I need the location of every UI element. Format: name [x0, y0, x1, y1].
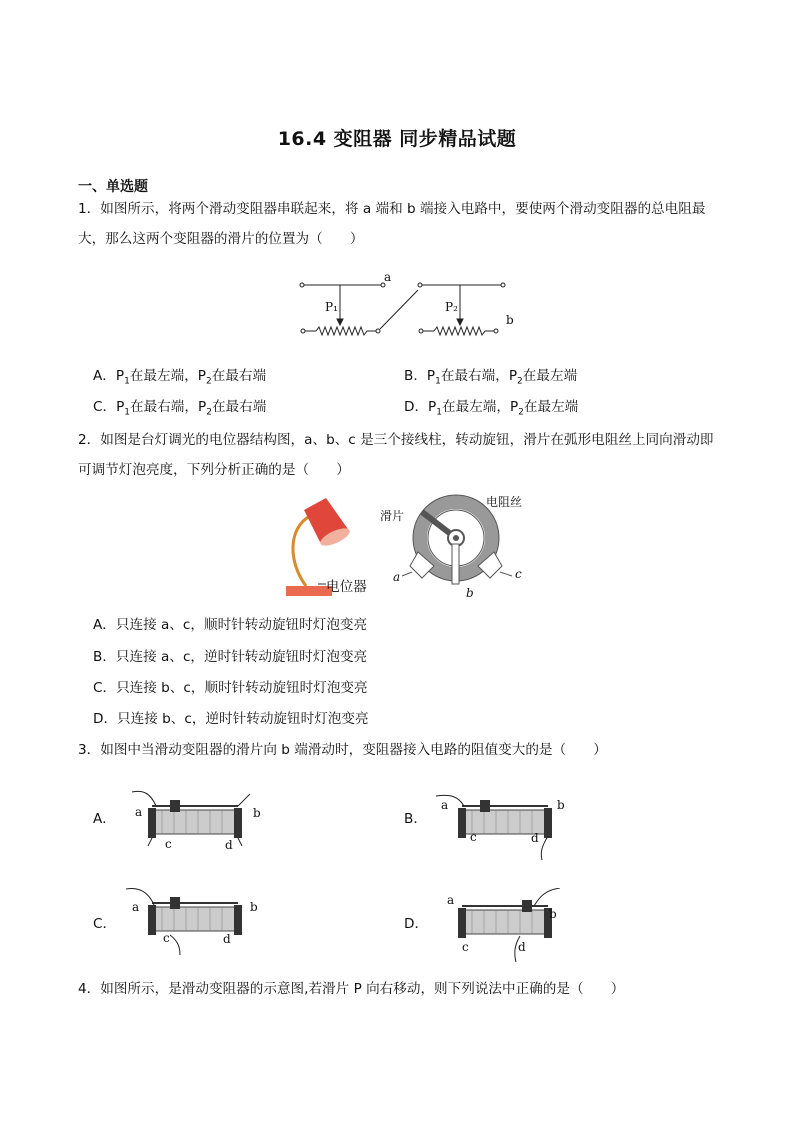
- terminal-b: b: [549, 907, 557, 921]
- terminal-a: a: [441, 798, 449, 812]
- subscript: 2: [206, 407, 212, 418]
- q1-option-c[interactable]: [93, 398, 266, 422]
- option-text: D．P: [404, 399, 437, 415]
- subscript: 2: [206, 376, 212, 387]
- option-text: 在最左端，P: [442, 399, 519, 415]
- terminal-a-label: a: [384, 270, 392, 284]
- question-4-stem: 4．如图所示，是滑动变阻器的示意图,若滑片 P 向右移动，则下列说法中正确的是（ ）: [78, 981, 625, 997]
- option-text: 在最右端: [211, 399, 267, 415]
- q3-option-d[interactable]: D．: [404, 916, 429, 932]
- terminal-c: c: [163, 931, 170, 945]
- option-text: 在最左端: [522, 368, 578, 384]
- q1-option-d[interactable]: [404, 398, 578, 422]
- option-text: A．P: [93, 368, 125, 384]
- rheostat-a-figure: [122, 788, 272, 850]
- slider-label: 滑片: [380, 509, 405, 523]
- terminal-a-label: a: [393, 570, 401, 584]
- option-text: 在最右端，P: [130, 399, 207, 415]
- resistance-wire-label: 电阻丝: [486, 495, 523, 509]
- terminal-c: c: [462, 940, 469, 954]
- terminal-b: b: [557, 798, 565, 812]
- section-heading: 一、单选题: [78, 179, 148, 195]
- terminal-b-label: b: [506, 313, 514, 327]
- q2-option-b[interactable]: B．只连接 a、c，逆时针转动旋钮时灯泡变亮: [93, 649, 368, 665]
- terminal-b: b: [253, 806, 261, 820]
- subscript: 1: [435, 376, 441, 387]
- question-1-stem: 1．如图所示，将两个滑动变阻器串联起来，将 a 端和 b 端接入电路中，要使两个滑动变阻器的总电阻最大，那么这两个变阻器的滑片的位置为（ ）: [78, 201, 706, 247]
- q1-option-b[interactable]: [404, 367, 577, 391]
- terminal-c-label: c: [515, 567, 522, 581]
- subscript: 1: [436, 407, 442, 418]
- subscript: 1: [124, 376, 130, 387]
- terminal-b-label: b: [466, 586, 474, 600]
- q2-option-c[interactable]: C．只连接 b、c，顺时针转动旋钮时灯泡变亮: [93, 680, 368, 696]
- potentiometer-label: 电位器: [326, 579, 367, 595]
- question-2-stem: 2．如图是台灯调光的电位器结构图，a、b、c 是三个接线柱，转动旋钮，滑片在弧形电阻丝上同向滑动即可调节灯泡亮度，下列分析正确的是（ ）: [78, 432, 714, 478]
- terminal-c: c: [165, 837, 172, 851]
- option-text: B．P: [404, 368, 436, 384]
- option-text: C．P: [93, 399, 125, 415]
- subscript: 1: [124, 407, 131, 418]
- q3-option-c[interactable]: C．: [93, 916, 117, 932]
- q3-option-b[interactable]: B．: [404, 811, 427, 827]
- subscript: 2: [518, 407, 524, 418]
- terminal-b: b: [250, 900, 258, 914]
- q3-option-a[interactable]: A．: [93, 811, 116, 827]
- option-text: 在最左端: [523, 399, 579, 415]
- q2-option-a[interactable]: A．只连接 a、c，顺时针转动旋钮时灯泡变亮: [93, 617, 368, 633]
- option-text: 在最左端，P: [129, 368, 206, 384]
- slider-p2-label: P₂: [445, 300, 458, 314]
- terminal-a: a: [447, 893, 455, 907]
- terminal-a: a: [135, 805, 143, 819]
- page-title: 16.4 变阻器 同步精品试题: [277, 128, 517, 150]
- terminal-a: a: [132, 900, 140, 914]
- subscript: 2: [517, 376, 523, 387]
- q2-option-d[interactable]: D．只连接 b、c，逆时针转动旋钮时灯泡变亮: [93, 711, 369, 727]
- option-text: 在最右端: [211, 368, 267, 384]
- slider-p1-label: P₁: [325, 300, 338, 314]
- terminal-d: d: [531, 831, 539, 845]
- terminal-d: d: [223, 932, 231, 946]
- question-3-stem: 3．如图中当滑动变阻器的滑片向 b 端滑动时，变阻器接入电路的阻值变大的是（ ）: [78, 742, 607, 758]
- q1-option-a[interactable]: [93, 367, 266, 391]
- terminal-d: d: [225, 838, 233, 852]
- terminal-d: d: [518, 940, 526, 954]
- option-text: 在最右端，P: [440, 368, 518, 384]
- terminal-c: c: [470, 830, 477, 844]
- rheostat-c-figure: [122, 885, 272, 957]
